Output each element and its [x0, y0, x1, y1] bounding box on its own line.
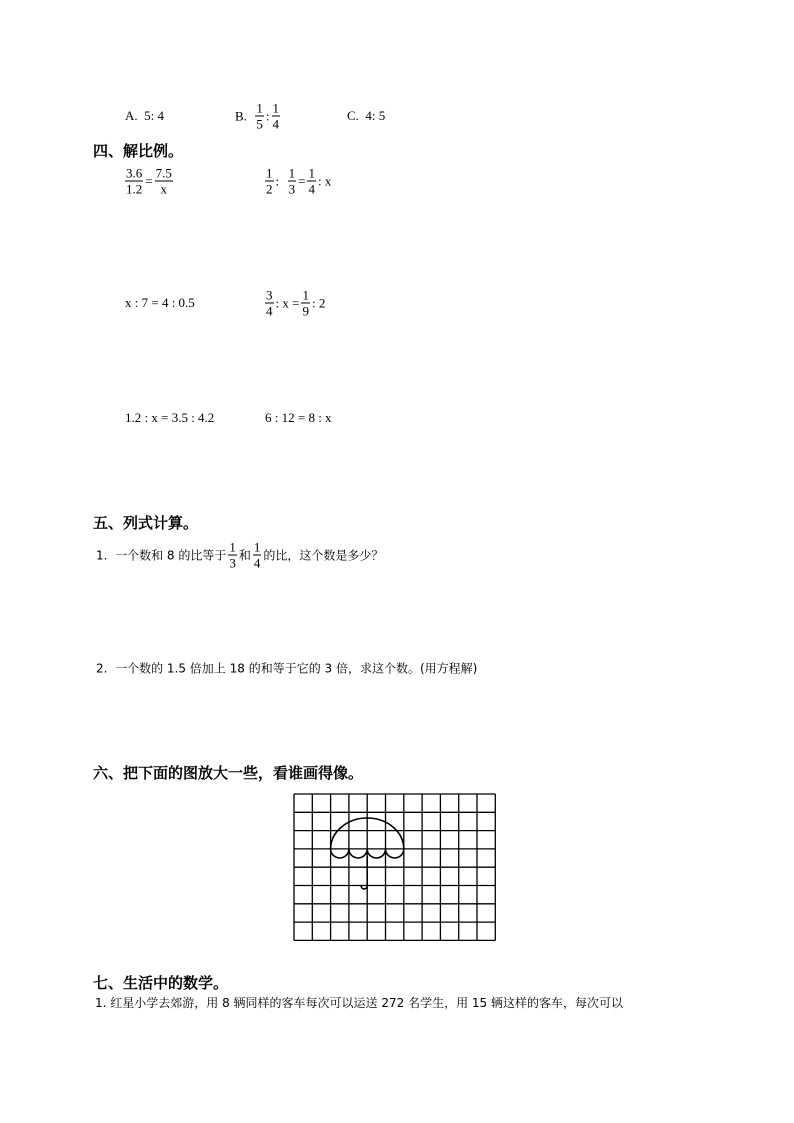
- denominator: 4: [266, 303, 273, 319]
- text-segment: 1.2 : x = 3.5 : 4.2: [125, 410, 215, 425]
- umbrella-grid-figure: [290, 790, 500, 945]
- denominator: 2: [266, 181, 273, 197]
- text-segment: =: [145, 173, 153, 188]
- denominator: 3: [288, 181, 296, 197]
- fraction: [265, 288, 274, 319]
- equation-3: [124, 295, 196, 311]
- text-segment: 6 : 12 = 8 : x: [265, 410, 332, 425]
- equation-6: [264, 410, 333, 426]
- text-segment: B.: [235, 108, 254, 123]
- denominator: 4: [272, 116, 280, 132]
- numerator: 7.5: [155, 165, 172, 181]
- section-7-heading: 七、生活中的数学。: [93, 974, 229, 992]
- equation-4: [264, 288, 326, 319]
- section-6-heading: 六、把下面的图放大一些，看谁画得像。: [93, 764, 364, 782]
- numerator: 1: [288, 165, 296, 181]
- fraction: [288, 166, 297, 197]
- text-segment: : x: [317, 173, 332, 188]
- numerator: 1: [229, 539, 236, 555]
- equation-1: [124, 166, 174, 197]
- denominator: 4: [308, 181, 315, 197]
- text-segment: 的比，这个数是多少？: [263, 548, 384, 563]
- fraction: [228, 540, 237, 571]
- question-7-1: 1. 红星小学去郊游，用 8 辆同样的客车每次可以运送 272 名学生，用 15 辆这样的客车，每次可以: [95, 996, 623, 1010]
- denominator: 9: [302, 303, 309, 319]
- option-a: [124, 108, 165, 124]
- text-segment: : 2: [311, 295, 326, 310]
- denominator: 4: [253, 555, 261, 571]
- numerator: 1: [266, 165, 273, 181]
- text-segment: x : 7 = 4 : 0.5: [125, 295, 195, 310]
- numerator: 3: [266, 287, 273, 303]
- denominator: x: [160, 181, 167, 197]
- text-segment: :: [275, 173, 286, 188]
- option-c: [346, 108, 386, 124]
- text-segment: =: [298, 173, 306, 188]
- fraction: [307, 166, 316, 197]
- numerator: 1: [272, 100, 280, 116]
- numerator: 1: [302, 287, 309, 303]
- fraction: [253, 540, 262, 571]
- fraction: [265, 166, 274, 197]
- question-5-1: [95, 540, 384, 571]
- numerator: 1: [256, 100, 263, 116]
- denominator: 1.2: [126, 181, 143, 197]
- fraction: [155, 166, 173, 197]
- denominator: 3: [229, 555, 236, 571]
- grid-lines: [294, 794, 495, 940]
- text-segment: A. 5: 4: [125, 108, 164, 123]
- numerator: 1: [308, 165, 315, 181]
- equation-5: [124, 410, 215, 426]
- text-segment: :: [265, 108, 270, 123]
- fraction: [255, 101, 264, 132]
- numerator: 1: [253, 539, 261, 555]
- text-segment: : x =: [275, 295, 300, 310]
- fraction: [301, 288, 310, 319]
- text-segment: C. 4: 5: [347, 108, 386, 123]
- fraction: [272, 101, 281, 132]
- text-segment: 1. 一个数和 8 的比等于: [96, 548, 227, 563]
- numerator: 3.6: [126, 165, 143, 181]
- section-4-heading: 四、解比例。: [93, 142, 184, 160]
- section-5-heading: 五、列式计算。: [93, 514, 199, 532]
- fraction: [125, 166, 143, 197]
- text-segment: 和: [238, 548, 251, 563]
- text-segment: 2. 一个数的 1.5 倍加上 18 的和等于它的 3 倍，求这个数。(用方程解): [96, 661, 478, 676]
- denominator: 5: [256, 116, 263, 132]
- equation-2: [264, 166, 332, 197]
- question-5-2: [95, 660, 478, 677]
- option-b: [234, 101, 281, 132]
